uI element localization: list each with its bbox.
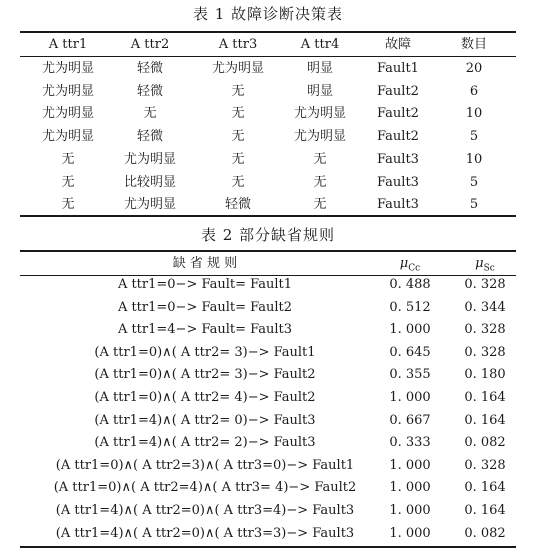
- table2-sc-cell: 0. 082: [464, 525, 506, 541]
- table2-row: [20, 431, 516, 454]
- table1-cell: 6: [469, 83, 479, 99]
- table1-cell: 无: [231, 83, 245, 99]
- table2-row: [20, 296, 516, 319]
- table2-caption: 表 2 部分缺省规则: [200, 226, 336, 244]
- table1-cell: 无: [143, 106, 157, 122]
- table1-cell: 10: [465, 106, 483, 122]
- table2-sc-cell: 0. 164: [464, 503, 506, 518]
- table1-cell: Fault3: [377, 151, 419, 167]
- table1-cell: 无: [231, 151, 245, 167]
- table2-row: [20, 454, 516, 477]
- table1-cell: Fault1: [377, 61, 419, 76]
- table2-header-row: [20, 252, 516, 275]
- table2-row: [20, 386, 516, 409]
- table2-cc-cell: 0. 355: [389, 367, 431, 383]
- table2-row: [20, 409, 516, 432]
- table1-cell: 明显: [306, 61, 333, 76]
- table1-cell: Fault3: [377, 174, 419, 190]
- table1-cell: 轻微: [224, 197, 251, 213]
- table1-cell: 轻微: [136, 129, 163, 145]
- table2-row: [20, 318, 516, 341]
- table2-sc-cell: 0. 328: [464, 277, 506, 292]
- mu-subscript: Cc: [408, 263, 421, 274]
- table1-cell: Fault2: [377, 129, 419, 145]
- table2-header-mu-cc: [375, 252, 445, 275]
- table1-cell: 尤为明显: [41, 129, 94, 145]
- table1-row: [20, 193, 516, 216]
- table1-cell: 无: [313, 151, 327, 167]
- table1-cell: 尤为明显: [123, 151, 176, 167]
- table2-rule-cell: (A ttr1=0)∧( A ttr2= 3)−> Fault1: [94, 344, 316, 360]
- table2-rule-cell: (A ttr1=0)∧( A ttr2= 4)−> Fault2: [94, 390, 316, 405]
- table2-cc-cell: 1. 000: [389, 322, 431, 338]
- table2-row: [20, 363, 516, 386]
- table2-sc-cell: 0. 328: [464, 457, 506, 473]
- table1-cell: 轻微: [136, 83, 163, 99]
- table1-row: [20, 80, 516, 103]
- table1-cell: 5: [469, 174, 479, 190]
- table2-rule-cell: (A ttr1=0)∧( A ttr2=3)∧( A ttr3=0)−> Fault1: [55, 457, 355, 473]
- table1-cell: 20: [465, 61, 483, 76]
- table1-cell: 10: [465, 151, 483, 167]
- table1-cell: 明显: [306, 83, 333, 99]
- table2-sc-cell: 0. 164: [464, 390, 506, 405]
- table1-header-fault: 故障: [384, 37, 411, 52]
- table1-cell: 轻微: [136, 61, 163, 76]
- table1-cell: 尤为明显: [41, 83, 94, 99]
- table1-cell: 无: [61, 151, 75, 167]
- table2-rule-cell: (A ttr1=4)∧( A ttr2= 0)−> Fault3: [94, 412, 316, 428]
- table2-cc-cell: 0. 333: [389, 435, 431, 451]
- table1-cell: Fault2: [377, 83, 419, 99]
- table1-header-attr3: A ttr3: [218, 37, 258, 52]
- table2-row: [20, 522, 516, 545]
- table2-sc-cell: 0. 082: [464, 435, 506, 451]
- table1-cell: 无: [231, 129, 245, 145]
- table1-cell: 比较明显: [123, 174, 176, 190]
- table2-sc-cell: 0. 328: [464, 322, 506, 338]
- table1-row: [20, 125, 516, 148]
- table2-cc-cell: 0. 512: [389, 299, 431, 315]
- table1-header-attr1: A ttr1: [48, 37, 88, 52]
- table2-row: [20, 273, 516, 296]
- table2-cc-cell: 0. 645: [389, 344, 431, 360]
- table2-row: [20, 476, 516, 499]
- table1-cell: 尤为明显: [123, 197, 176, 213]
- table2-row: [20, 499, 516, 522]
- table1-caption: 表 1 故障诊断决策表: [192, 5, 344, 23]
- table1-cell: 无: [313, 197, 327, 213]
- table1-cell: 无: [231, 174, 245, 190]
- table1-cell: 5: [469, 197, 479, 213]
- table2-cc-cell: 0. 667: [389, 412, 431, 428]
- mu-symbol: μ: [399, 256, 409, 271]
- table2-cc-cell: 1. 000: [389, 457, 431, 473]
- table2-cc-cell: 0. 488: [389, 277, 431, 292]
- table1-cell: Fault3: [377, 197, 419, 213]
- table1-row: [20, 148, 516, 171]
- table2-sc-cell: 0. 328: [464, 344, 506, 360]
- table1-bottom-rule: [20, 215, 516, 217]
- table1-cell: 尤为明显: [41, 61, 94, 76]
- table1-row: [20, 102, 516, 125]
- table2-rule-cell: (A ttr1=0)∧( A ttr2= 3)−> Fault2: [94, 367, 316, 383]
- table1-header-row: [20, 33, 516, 56]
- table1-cell: Fault2: [377, 106, 419, 122]
- table1-cell: 尤为明显: [211, 61, 264, 76]
- table2-rule-cell: A ttr1=0−> Fault= Fault2: [117, 299, 293, 315]
- table2-cc-cell: 1. 000: [389, 480, 431, 496]
- table1-cell: 无: [61, 197, 75, 213]
- table1-row: [20, 171, 516, 194]
- table1-cell: 尤为明显: [41, 106, 94, 122]
- table2-rule-cell: A ttr1=0−> Fault= Fault1: [117, 277, 293, 292]
- mu-symbol: μ: [475, 256, 484, 271]
- table1-header-count: 数目: [460, 37, 487, 52]
- table2-rule-cell: (A ttr1=4)∧( A ttr2=0)∧( A ttr3=4)−> Fault3: [55, 503, 355, 518]
- table1-cell: 无: [231, 106, 245, 122]
- table2-cc-cell: 1. 000: [389, 525, 431, 541]
- table1-header-attr4: A ttr4: [300, 37, 340, 52]
- table1-cell: 无: [313, 174, 327, 190]
- table2-cc-cell: 1. 000: [389, 503, 431, 518]
- table1-row: [20, 57, 516, 80]
- table2-header-rule-text: 缺 省 规 则: [172, 256, 238, 271]
- mu-subscript: Sc: [483, 263, 495, 274]
- table1-cell: 尤为明显: [293, 106, 346, 122]
- table1-cell: 尤为明显: [293, 129, 346, 145]
- table2-rule-cell: (A ttr1=4)∧( A ttr2=0)∧( A ttr3=3)−> Fault3: [55, 525, 355, 541]
- table2-rule-cell: (A ttr1=0)∧( A ttr2=4)∧( A ttr3= 4)−> Fault2: [53, 480, 357, 496]
- table2-header-mu-sc: [450, 252, 520, 275]
- table2-sc-cell: 0. 344: [464, 299, 506, 315]
- table1-cell: 5: [469, 129, 479, 145]
- table2-bottom-rule: [20, 546, 516, 548]
- table2-rule-cell: (A ttr1=4)∧( A ttr2= 2)−> Fault3: [94, 435, 316, 451]
- table1-header-attr2: A ttr2: [130, 37, 170, 52]
- table2-rule-cell: A ttr1=4−> Fault= Fault3: [117, 322, 293, 338]
- table2-sc-cell: 0. 164: [464, 480, 506, 496]
- table2-sc-cell: 0. 180: [464, 367, 506, 383]
- table2-cc-cell: 1. 000: [389, 390, 431, 405]
- table2-sc-cell: 0. 164: [464, 412, 506, 428]
- table2-row: [20, 341, 516, 364]
- table1-cell: 无: [61, 174, 75, 190]
